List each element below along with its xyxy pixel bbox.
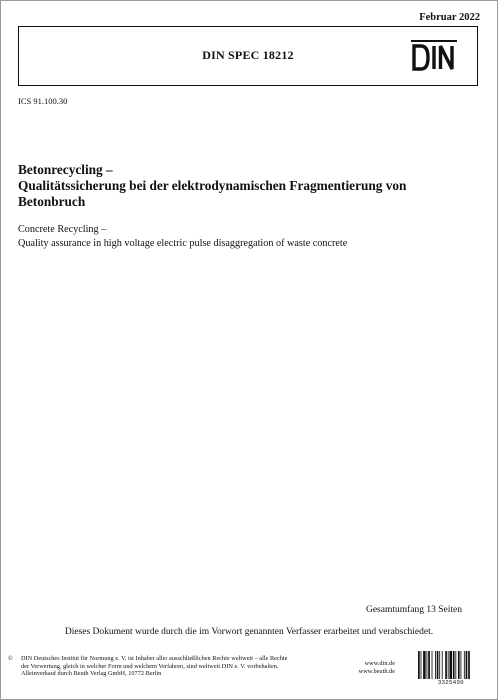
title-german-line: Betonbruch <box>18 194 86 209</box>
title-german <box>18 162 458 210</box>
barcode-graphic <box>416 651 486 679</box>
barcode-bar <box>421 651 422 679</box>
copyright-notice <box>8 655 348 678</box>
barcode-bar <box>423 651 426 679</box>
title-german-line: Betonrecycling – <box>18 162 113 177</box>
websites <box>345 660 395 675</box>
barcode-bar <box>442 651 443 679</box>
website-din[interactable]: www.din.de <box>364 660 395 667</box>
authorship-notice: Dieses Dokument wurde durch die im Vorwort genannten Verfasser erarbeitet und verabschiedet. <box>64 627 434 637</box>
barcode-bar <box>453 651 455 679</box>
copyright-line: Alleinverkauf durch Beuth Verlag GmbH, 10772 Berlin <box>21 670 162 678</box>
header-box <box>18 26 478 86</box>
barcode-bar <box>458 651 460 679</box>
barcode-bar <box>455 651 456 679</box>
copyright-icon: © <box>8 655 13 662</box>
barcode-number: 3325499 <box>437 680 465 686</box>
page-count: Gesamtumfang 13 Seiten <box>365 605 462 615</box>
barcode-bar <box>437 651 439 679</box>
copyright-line: der Verwertung, gleich in welcher Form und welchem Verfahren, sind weltweit DIN e. V. vorbehalten. <box>21 662 279 670</box>
barcode-bar <box>439 651 440 679</box>
barcode-bar <box>432 651 433 679</box>
ics-code: ICS 91.100.30 <box>18 96 68 106</box>
barcode-bar <box>466 651 468 679</box>
title-english-line: Quality assurance in high voltage electric pulse disaggregation of waste concrete <box>18 238 348 249</box>
barcode <box>416 651 486 687</box>
barcode-bar <box>468 651 470 679</box>
barcode-bar <box>427 651 428 679</box>
barcode-bar <box>418 651 420 679</box>
title-english <box>18 223 468 251</box>
website-beuth[interactable]: www.beuth.de <box>358 667 395 675</box>
publication-date: Februar 2022 <box>419 12 480 23</box>
barcode-bar <box>448 651 449 679</box>
title-german-line: Qualitätssicherung bei der elektrodynamischen Fragmentierung von <box>18 178 407 193</box>
din-logo <box>411 40 457 72</box>
title-english-line: Concrete Recycling – <box>18 224 107 235</box>
barcode-bar <box>449 651 452 679</box>
barcode-bar <box>464 651 465 679</box>
barcode-bar <box>435 651 436 679</box>
copyright-line: DIN Deutsches Institut für Normung e. V. ist Inhaber aller ausschließlichen Rechte weltweit – alle Rechte <box>21 655 288 662</box>
spec-title: DIN SPEC 18212 <box>202 48 294 62</box>
barcode-bar <box>445 651 447 679</box>
barcode-bar <box>461 651 462 679</box>
barcode-bar <box>428 651 430 679</box>
